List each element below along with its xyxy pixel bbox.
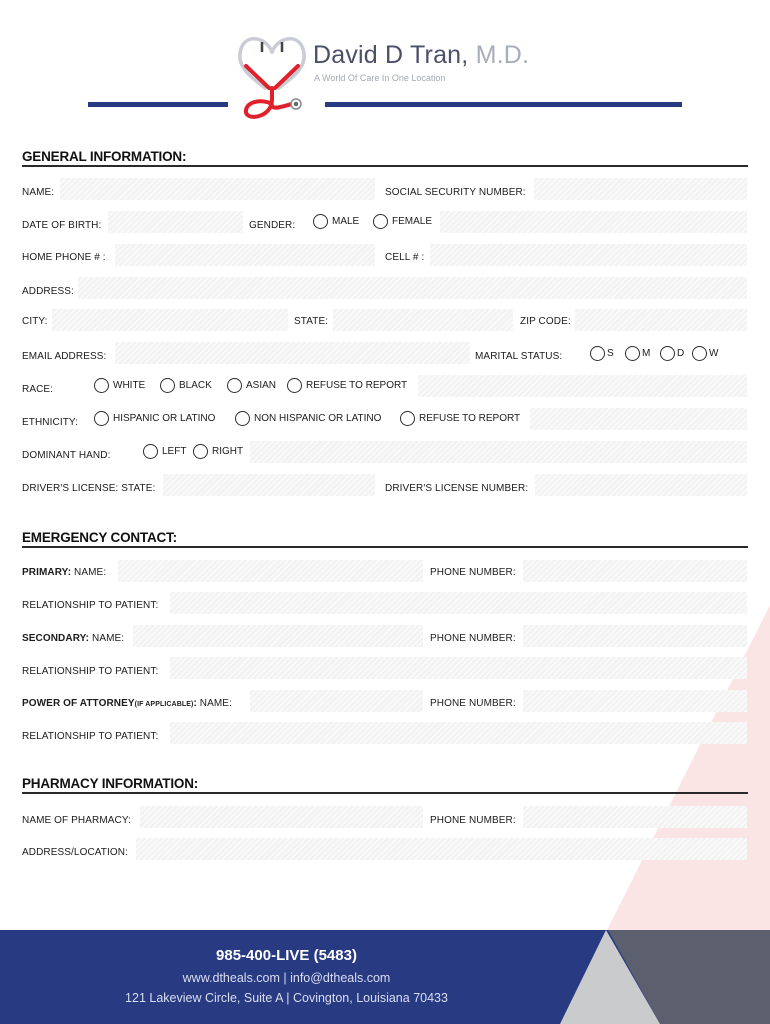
- poa-relationship-input[interactable]: [170, 722, 747, 744]
- radio-button[interactable]: [400, 411, 415, 426]
- dl-number-label: DRIVER'S LICENSE NUMBER:: [385, 483, 529, 494]
- marital-single-option[interactable]: S: [590, 346, 614, 361]
- radio-button[interactable]: [94, 411, 109, 426]
- hand-right-option[interactable]: RIGHT: [193, 444, 243, 459]
- secondary-relationship-label: RELATIONSHIP TO PATIENT:: [22, 666, 159, 677]
- poa-relationship-label: RELATIONSHIP TO PATIENT:: [22, 731, 159, 742]
- cell-label: CELL # :: [385, 252, 425, 263]
- primary-relationship-input[interactable]: [170, 592, 747, 614]
- name-label: NAME:: [22, 187, 55, 198]
- radio-button[interactable]: [160, 378, 175, 393]
- dl-state-label: DRIVER'S LICENSE: STATE:: [22, 483, 156, 494]
- footer-phone: 985-400-LIVE (5483): [216, 947, 357, 964]
- poa-phone-label: PHONE NUMBER:: [430, 698, 516, 709]
- race-black-option[interactable]: BLACK: [160, 378, 212, 393]
- pharmacy-name-label: NAME OF PHARMACY:: [22, 815, 131, 826]
- marital-divorced-option[interactable]: D: [660, 346, 684, 361]
- radio-button[interactable]: [287, 378, 302, 393]
- poa-name-input[interactable]: [250, 690, 423, 712]
- footer: [0, 930, 770, 1024]
- poa-name-label: POWER OF ATTORNEY(IF APPLICABLE): NAME:: [22, 698, 232, 709]
- emergency-contact-title: EMERGENCY CONTACT:: [22, 530, 177, 545]
- header-divider-right: [325, 102, 682, 107]
- radio-button[interactable]: [660, 346, 675, 361]
- gender-blank-field[interactable]: [440, 211, 747, 233]
- footer-address: 121 Lakeview Circle, Suite A | Covington, Louisiana 70433: [125, 991, 448, 1005]
- section-divider: [22, 546, 748, 548]
- race-white-option[interactable]: WHITE: [94, 378, 145, 393]
- state-label: STATE:: [294, 316, 329, 327]
- radio-button[interactable]: [625, 346, 640, 361]
- race-label: RACE:: [22, 384, 54, 395]
- zip-label: ZIP CODE:: [520, 316, 571, 327]
- radio-button[interactable]: [193, 444, 208, 459]
- race-refuse-option[interactable]: REFUSE TO REPORT: [287, 378, 407, 393]
- pharmacy-phone-label: PHONE NUMBER:: [430, 815, 516, 826]
- pharmacy-address-label: ADDRESS/LOCATION:: [22, 847, 128, 858]
- header-divider-left: [88, 102, 228, 107]
- primary-name-input[interactable]: [118, 560, 423, 582]
- gender-female-option[interactable]: FEMALE: [373, 214, 432, 229]
- ethnicity-hispanic-option[interactable]: HISPANIC OR LATINO: [94, 411, 215, 426]
- home-phone-input[interactable]: [115, 244, 375, 266]
- section-divider: [22, 792, 748, 794]
- city-label: CITY:: [22, 316, 48, 327]
- stethoscope-heart-logo-icon: [232, 30, 312, 132]
- radio-button[interactable]: [692, 346, 707, 361]
- radio-button[interactable]: [94, 378, 109, 393]
- hand-blank-field[interactable]: [250, 441, 747, 463]
- ssn-input[interactable]: [534, 178, 747, 200]
- tagline: A World Of Care In One Location: [314, 73, 446, 83]
- radio-button[interactable]: [235, 411, 250, 426]
- dob-input[interactable]: [108, 211, 243, 233]
- email-input[interactable]: [115, 342, 470, 364]
- pharmacy-phone-input[interactable]: [523, 806, 747, 828]
- radio-button[interactable]: [143, 444, 158, 459]
- ethnicity-refuse-option[interactable]: REFUSE TO REPORT: [400, 411, 520, 426]
- race-blank-field[interactable]: [418, 375, 747, 397]
- primary-name-label: PRIMARY: NAME:: [22, 567, 107, 578]
- name-input[interactable]: [60, 178, 375, 200]
- home-phone-label: HOME PHONE # :: [22, 252, 106, 263]
- primary-phone-label: PHONE NUMBER:: [430, 567, 516, 578]
- email-label: EMAIL ADDRESS:: [22, 351, 107, 362]
- radio-button[interactable]: [590, 346, 605, 361]
- marital-status-label: MARITAL STATUS:: [475, 351, 563, 362]
- secondary-relationship-input[interactable]: [170, 657, 747, 679]
- city-input[interactable]: [52, 309, 288, 331]
- dl-number-input[interactable]: [535, 474, 747, 496]
- radio-button[interactable]: [227, 378, 242, 393]
- hand-left-option[interactable]: LEFT: [143, 444, 186, 459]
- poa-phone-input[interactable]: [523, 690, 747, 712]
- ethnicity-blank-field[interactable]: [530, 408, 747, 430]
- ssn-label: SOCIAL SECURITY NUMBER:: [385, 187, 526, 198]
- secondary-name-input[interactable]: [133, 625, 423, 647]
- primary-relationship-label: RELATIONSHIP TO PATIENT:: [22, 600, 159, 611]
- address-input[interactable]: [78, 277, 747, 299]
- dominant-hand-label: DOMINANT HAND:: [22, 450, 111, 461]
- marital-widowed-option[interactable]: W: [692, 346, 718, 361]
- primary-phone-input[interactable]: [523, 560, 747, 582]
- brand-name: David D Tran, M.D.: [313, 41, 530, 69]
- gender-label: GENDER:: [249, 220, 296, 231]
- secondary-phone-label: PHONE NUMBER:: [430, 633, 516, 644]
- pharmacy-address-input[interactable]: [136, 838, 747, 860]
- cell-input[interactable]: [430, 244, 747, 266]
- ethnicity-label: ETHNICITY:: [22, 417, 79, 428]
- general-information-title: GENERAL INFORMATION:: [22, 149, 187, 164]
- radio-button[interactable]: [373, 214, 388, 229]
- secondary-name-label: SECONDARY: NAME:: [22, 633, 125, 644]
- secondary-phone-input[interactable]: [523, 625, 747, 647]
- marital-married-option[interactable]: M: [625, 346, 650, 361]
- dob-label: DATE OF BIRTH:: [22, 220, 102, 231]
- radio-button[interactable]: [313, 214, 328, 229]
- pharmacy-information-title: PHARMACY INFORMATION:: [22, 776, 199, 791]
- dl-state-input[interactable]: [163, 474, 375, 496]
- race-asian-option[interactable]: ASIAN: [227, 378, 276, 393]
- section-divider: [22, 165, 748, 167]
- gender-male-option[interactable]: MALE: [313, 214, 359, 229]
- state-input[interactable]: [333, 309, 513, 331]
- ethnicity-non-hispanic-option[interactable]: NON HISPANIC OR LATINO: [235, 411, 381, 426]
- pharmacy-name-input[interactable]: [140, 806, 423, 828]
- address-label: ADDRESS:: [22, 286, 74, 297]
- footer-website-email: www.dtheals.com | info@dtheals.com: [182, 971, 391, 985]
- zip-input[interactable]: [575, 309, 747, 331]
